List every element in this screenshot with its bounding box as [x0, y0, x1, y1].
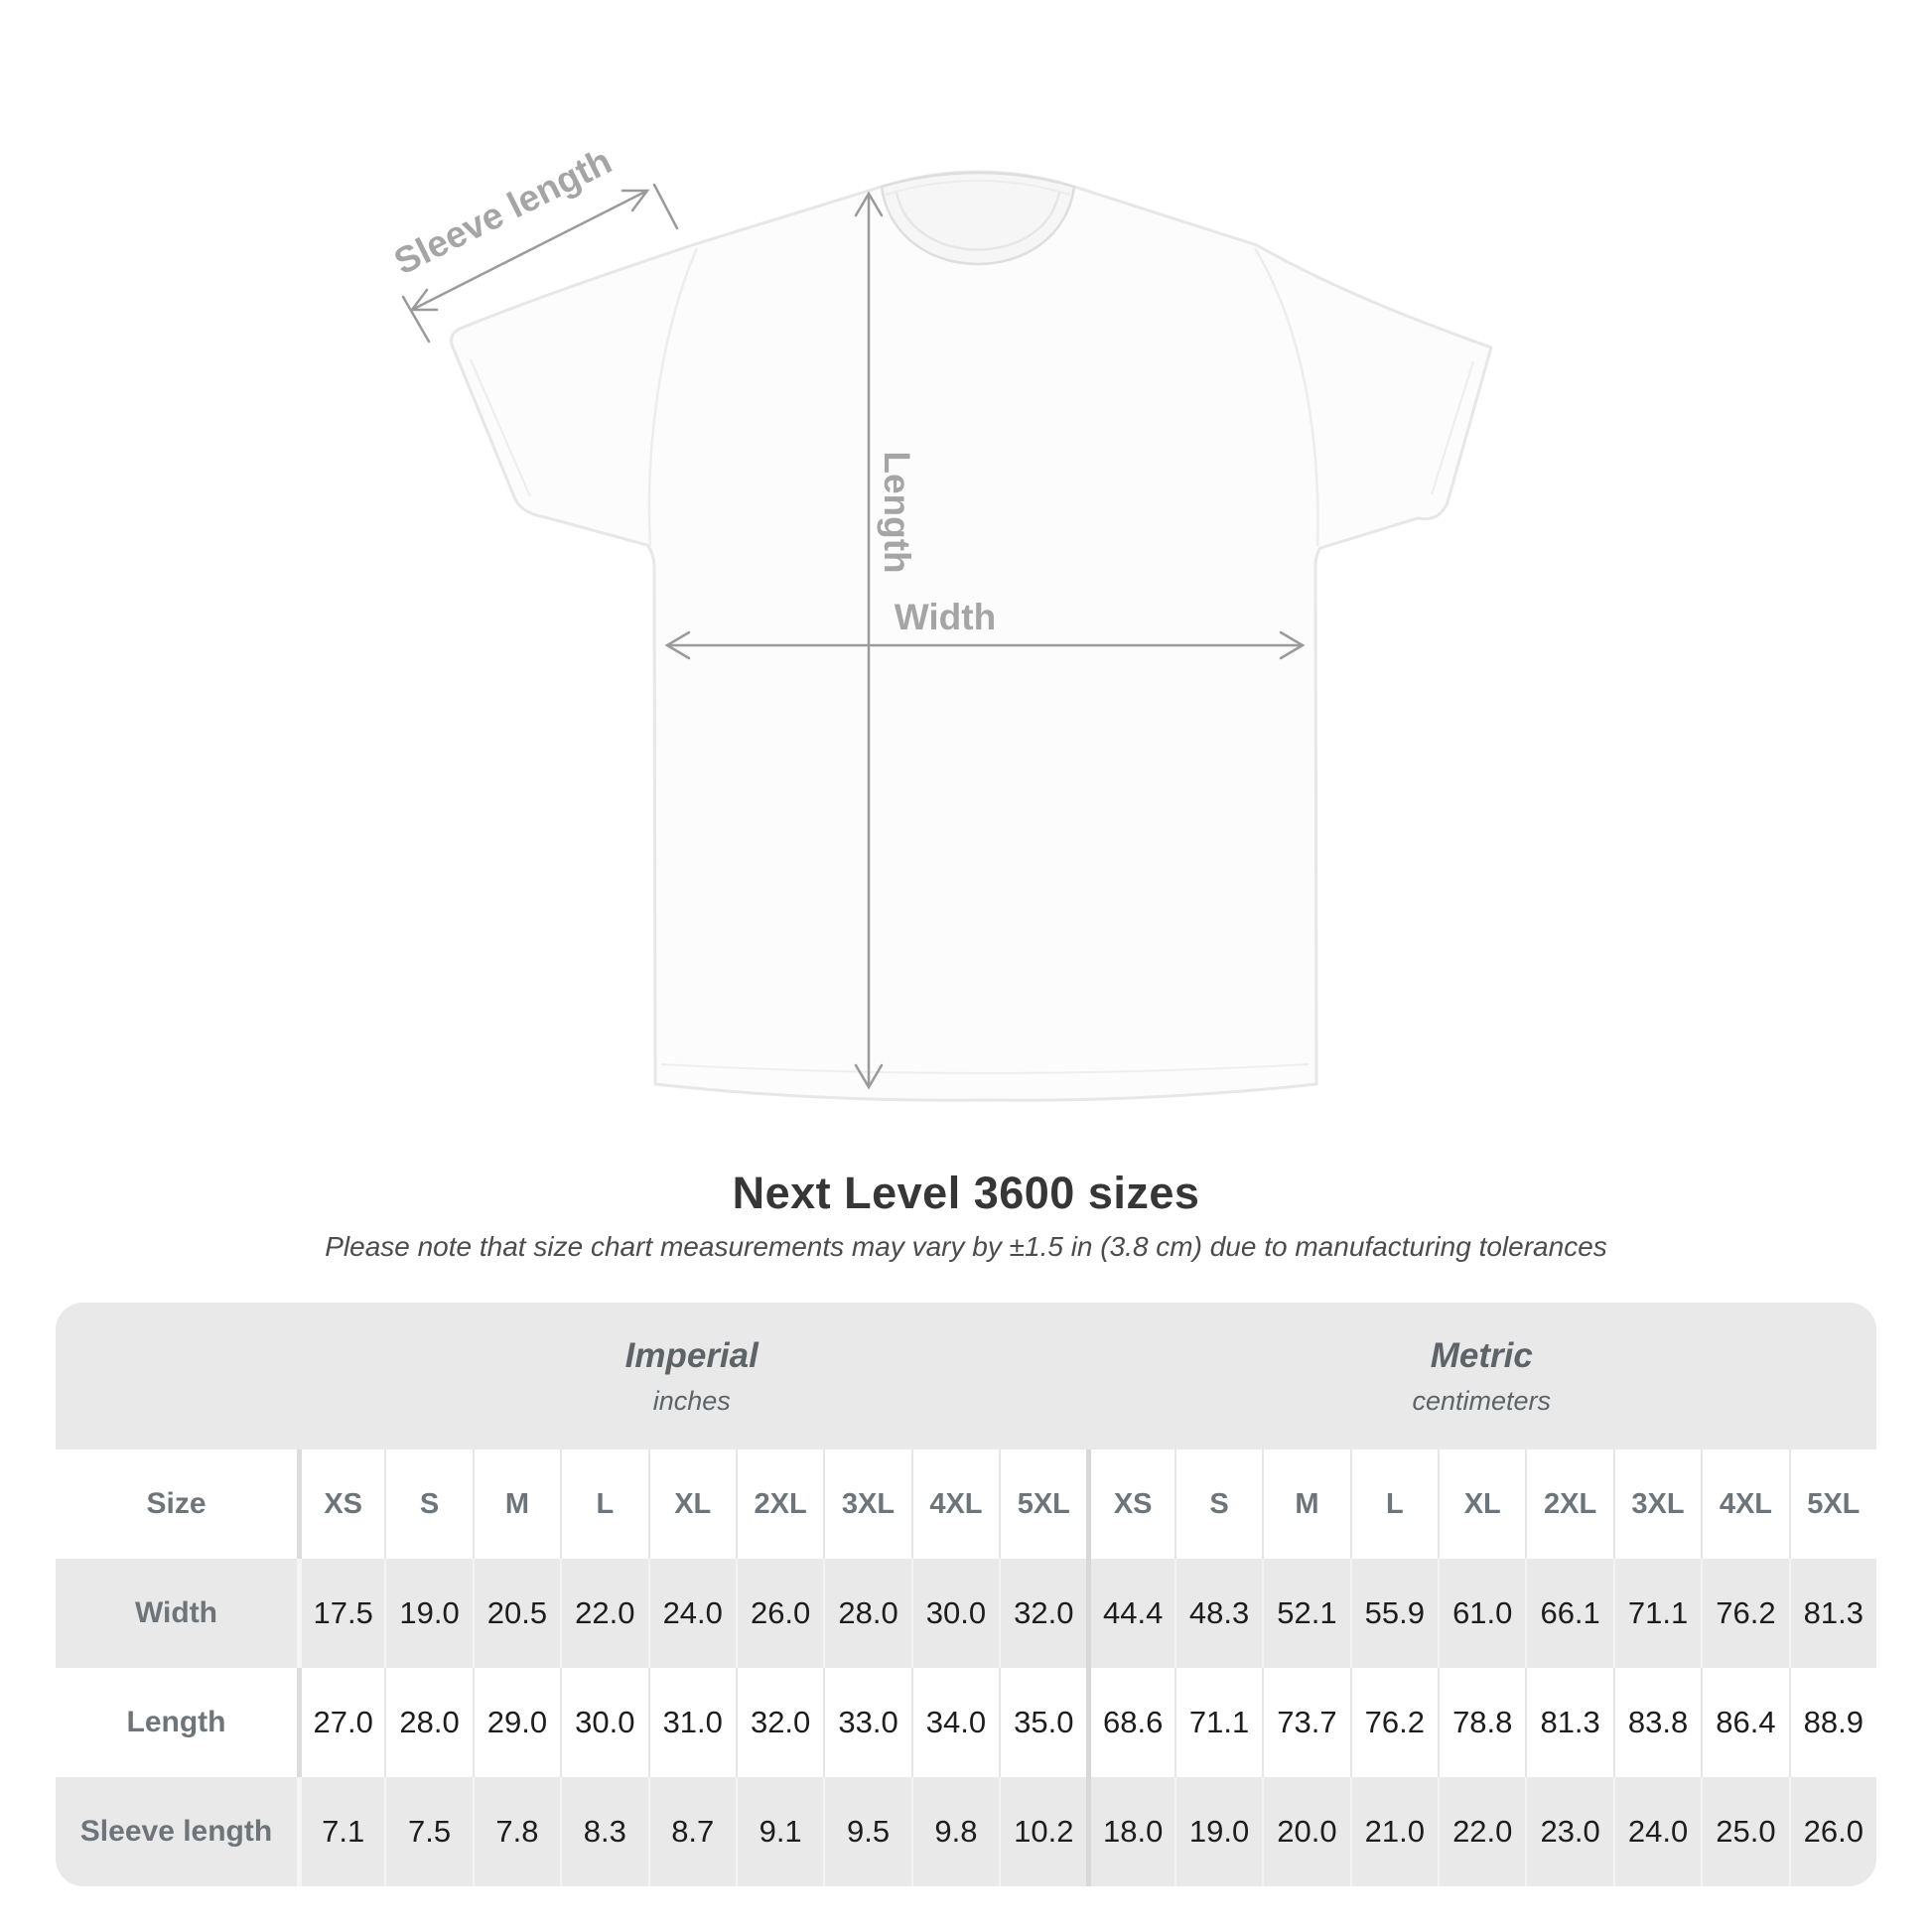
sleeve-length-label: Sleeve length [387, 140, 619, 283]
metric-header [1087, 1303, 1877, 1449]
size-col: M [504, 1487, 530, 1520]
length-label: Length [877, 451, 917, 574]
sleeve-value: 7.5 [408, 1814, 452, 1849]
length-value: 35.0 [1014, 1705, 1074, 1739]
length-value: 33.0 [838, 1705, 898, 1739]
size-header-row [56, 1449, 1876, 1559]
width-label: Width [894, 597, 997, 637]
width-value: 61.0 [1452, 1595, 1513, 1630]
size-col: 5XL [1017, 1487, 1070, 1520]
width-value: 28.0 [838, 1595, 898, 1630]
unit-header-spacer [56, 1303, 297, 1449]
width-value: 71.1 [1627, 1595, 1689, 1630]
metric-name: Metric [1430, 1335, 1533, 1375]
length-row [56, 1668, 1876, 1777]
imperial-unit: inches [652, 1385, 731, 1416]
witness-tick-top [654, 185, 677, 228]
length-value: 28.0 [399, 1705, 460, 1739]
page-title: Next Level 3600 sizes [732, 1168, 1200, 1218]
width-value: 20.5 [486, 1595, 548, 1630]
width-value: 48.3 [1188, 1595, 1250, 1630]
length-row-label: Length [56, 1668, 297, 1777]
sleeve-value: 9.5 [846, 1814, 891, 1849]
size-col: S [419, 1487, 440, 1520]
size-col: L [1385, 1487, 1404, 1520]
width-value: 55.9 [1364, 1595, 1426, 1630]
sleeve-row-label: Sleeve length [56, 1777, 297, 1886]
size-chart-table [56, 1303, 1876, 1886]
metric-unit: centimeters [1412, 1385, 1552, 1416]
sleeve-value: 21.0 [1364, 1814, 1426, 1849]
sleeve-value: 7.8 [495, 1814, 539, 1849]
size-col: 3XL [1631, 1487, 1685, 1520]
size-col: 4XL [1719, 1487, 1772, 1520]
size-col: XS [1113, 1487, 1153, 1520]
width-value: 30.0 [925, 1595, 987, 1630]
length-value: 86.4 [1716, 1705, 1776, 1739]
length-value: 27.0 [313, 1705, 373, 1739]
width-value: 76.2 [1716, 1595, 1776, 1630]
length-value: 76.2 [1364, 1705, 1426, 1739]
sleeve-value: 23.0 [1540, 1814, 1600, 1849]
sleeve-value: 24.0 [1627, 1814, 1689, 1849]
sleeve-value: 8.7 [671, 1814, 715, 1849]
size-col: L [596, 1487, 615, 1520]
sleeve-value: 7.1 [322, 1814, 365, 1849]
size-col: XL [1463, 1487, 1501, 1520]
width-row [56, 1559, 1876, 1668]
size-col: S [1209, 1487, 1229, 1520]
width-value: 22.0 [575, 1595, 635, 1630]
width-row-label: Width [56, 1559, 297, 1668]
width-value: 81.3 [1803, 1595, 1863, 1630]
sleeve-value: 20.0 [1277, 1814, 1337, 1849]
size-col: XL [674, 1487, 712, 1520]
sleeve-value: 9.8 [934, 1814, 978, 1849]
length-value: 81.3 [1540, 1705, 1600, 1739]
size-col: 5XL [1807, 1487, 1861, 1520]
width-value: 19.0 [399, 1595, 460, 1630]
sleeve-value: 18.0 [1103, 1814, 1164, 1849]
size-col: 2XL [754, 1487, 807, 1520]
sleeve-length-row [56, 1777, 1876, 1886]
width-value: 66.1 [1540, 1595, 1600, 1630]
size-row-label: Size [56, 1449, 297, 1559]
size-col: 2XL [1544, 1487, 1597, 1520]
length-value: 83.8 [1627, 1705, 1689, 1739]
sleeve-value: 19.0 [1188, 1814, 1250, 1849]
imperial-header [297, 1303, 1087, 1449]
length-value: 73.7 [1277, 1705, 1337, 1739]
width-value: 52.1 [1277, 1595, 1337, 1630]
length-value: 30.0 [575, 1705, 635, 1739]
width-value: 26.0 [750, 1595, 811, 1630]
length-value: 32.0 [750, 1705, 811, 1739]
sleeve-value: 25.0 [1716, 1814, 1776, 1849]
width-value: 32.0 [1014, 1595, 1074, 1630]
length-value: 34.0 [925, 1705, 987, 1739]
length-value: 29.0 [486, 1705, 548, 1739]
length-value: 78.8 [1452, 1705, 1513, 1739]
sleeve-value: 26.0 [1803, 1814, 1863, 1849]
length-value: 68.6 [1103, 1705, 1164, 1739]
sleeve-value: 22.0 [1452, 1814, 1513, 1849]
tolerance-note: Please note that size chart measurements may vary by ±1.5 in (3.8 cm) due to manufacturing tolerances [325, 1231, 1607, 1262]
length-value: 88.9 [1803, 1705, 1863, 1739]
size-col: 4XL [929, 1487, 983, 1520]
imperial-name: Imperial [624, 1335, 759, 1375]
width-value: 24.0 [662, 1595, 723, 1630]
sleeve-value: 8.3 [583, 1814, 626, 1849]
heading-section [0, 1168, 1932, 1263]
width-value: 17.5 [313, 1595, 373, 1630]
unit-header-row [56, 1303, 1876, 1449]
length-value: 71.1 [1188, 1705, 1250, 1739]
width-value: 44.4 [1103, 1595, 1164, 1630]
sleeve-value: 10.2 [1014, 1814, 1074, 1849]
length-value: 31.0 [662, 1705, 723, 1739]
sleeve-value: 9.1 [759, 1814, 802, 1849]
size-col: XS [324, 1487, 363, 1520]
size-col: M [1295, 1487, 1319, 1520]
size-col: 3XL [841, 1487, 896, 1520]
